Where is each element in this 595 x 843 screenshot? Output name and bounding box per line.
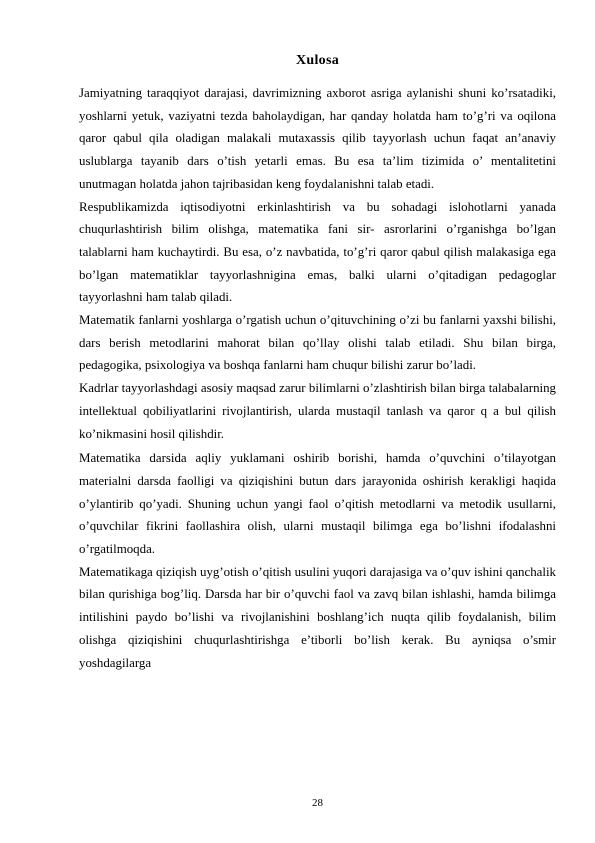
paragraph: Matematik fanlarni yoshlarga o’rgatish uchun o’qituvchining o’zi bu fanlarni yaxshi bilishi, dars berish metodlarini mahorat bilan qo’llay olishi talab etiladi. Shu bilan birga, pedagogika, psixologiya va boshqa fanlarni ham chuqur bilishi zarur bo’ladi. [79, 313, 556, 373]
paragraph: Matematikaga qiziqish uyg’otish o’qitish usulini yuqori darajasiga va o’quv ishini qanchalik bilan qurishiga bog’liq. Darsda har bir o’quvchi faol va zavq bilan ishlashi, hamda bilimga intilishini paydo bo’lishi va rivojlanishini boshlang’ich nuqta qilib foydalanish, bilim olishga qiziqishini chuqurlashtirishga e’tiborli bo’lish kerak. Bu ayniqsa o’smir yoshdagilarga [79, 564, 556, 670]
paragraph: Respublikamizda iqtisodiyotni erkinlashtirish va bu sohadagi islohotlarni yanada chuqurlashtirish bilim olishga, matematika fani sir- asrorlarini o’rganishga bo’lgan talablarni ham kuchaytirdi. Bu esa, o’z navbatida, to’g’ri qaror qabul qilish malakasiga ega bo’lgan matematiklar tayyorlashnigina emas, balki ularni o’qitadigan pedagoglar tayyorlashni ham talab qiladi. [79, 199, 556, 305]
page-number: 28 [312, 797, 323, 809]
document-body [79, 82, 556, 674]
paragraph: Kadrlar tayyorlashdagi asosiy maqsad zarur bilimlarni o’zlashtirish bilan birga talabalarning intellektual qobiliyatlarini rivojlantirish, ularda mustaqil tanlash va qaror q a bul qilish ko’nikmasini hosil qilishdir. [79, 381, 556, 441]
paragraph: Matematika darsida aqliy yuklamani oshirib borishi, hamda o’quvchini o’tilayotgan materialni darsda faolligi va qiziqishini butun dars jarayonida oshirish kerakligi haqida o’ylantirib qo’yadi. Shuning uchun yangi faol o’qitish metodlarni va metodik usullarni, o’quvchilar fikrini faollashira olish, ularni mustaqil bilimga ega bo’lishni ifodalashni o’rgatilmoqda. [79, 451, 556, 557]
paragraph: Jamiyatning taraqqiyot darajasi, davrimizning axborot asriga aylanishi shuni ko’rsatadiki, yoshlarni yetuk, vaziyatni tezda baholaydigan, har qanday holatda ham to’g’ri va oqilona qaror qabul qila oladigan malakali mutaxassis qilib tayyorlash uchun faqat an’anaviy uslublarga tayanib dars o’tish yetarli emas. Bu esa ta’lim tizimida o’ mentalitetini unutmagan holatda jahon tajribasidan keng foydalanishni talab etadi. [79, 86, 556, 191]
document-title: Xulosa [295, 53, 340, 68]
